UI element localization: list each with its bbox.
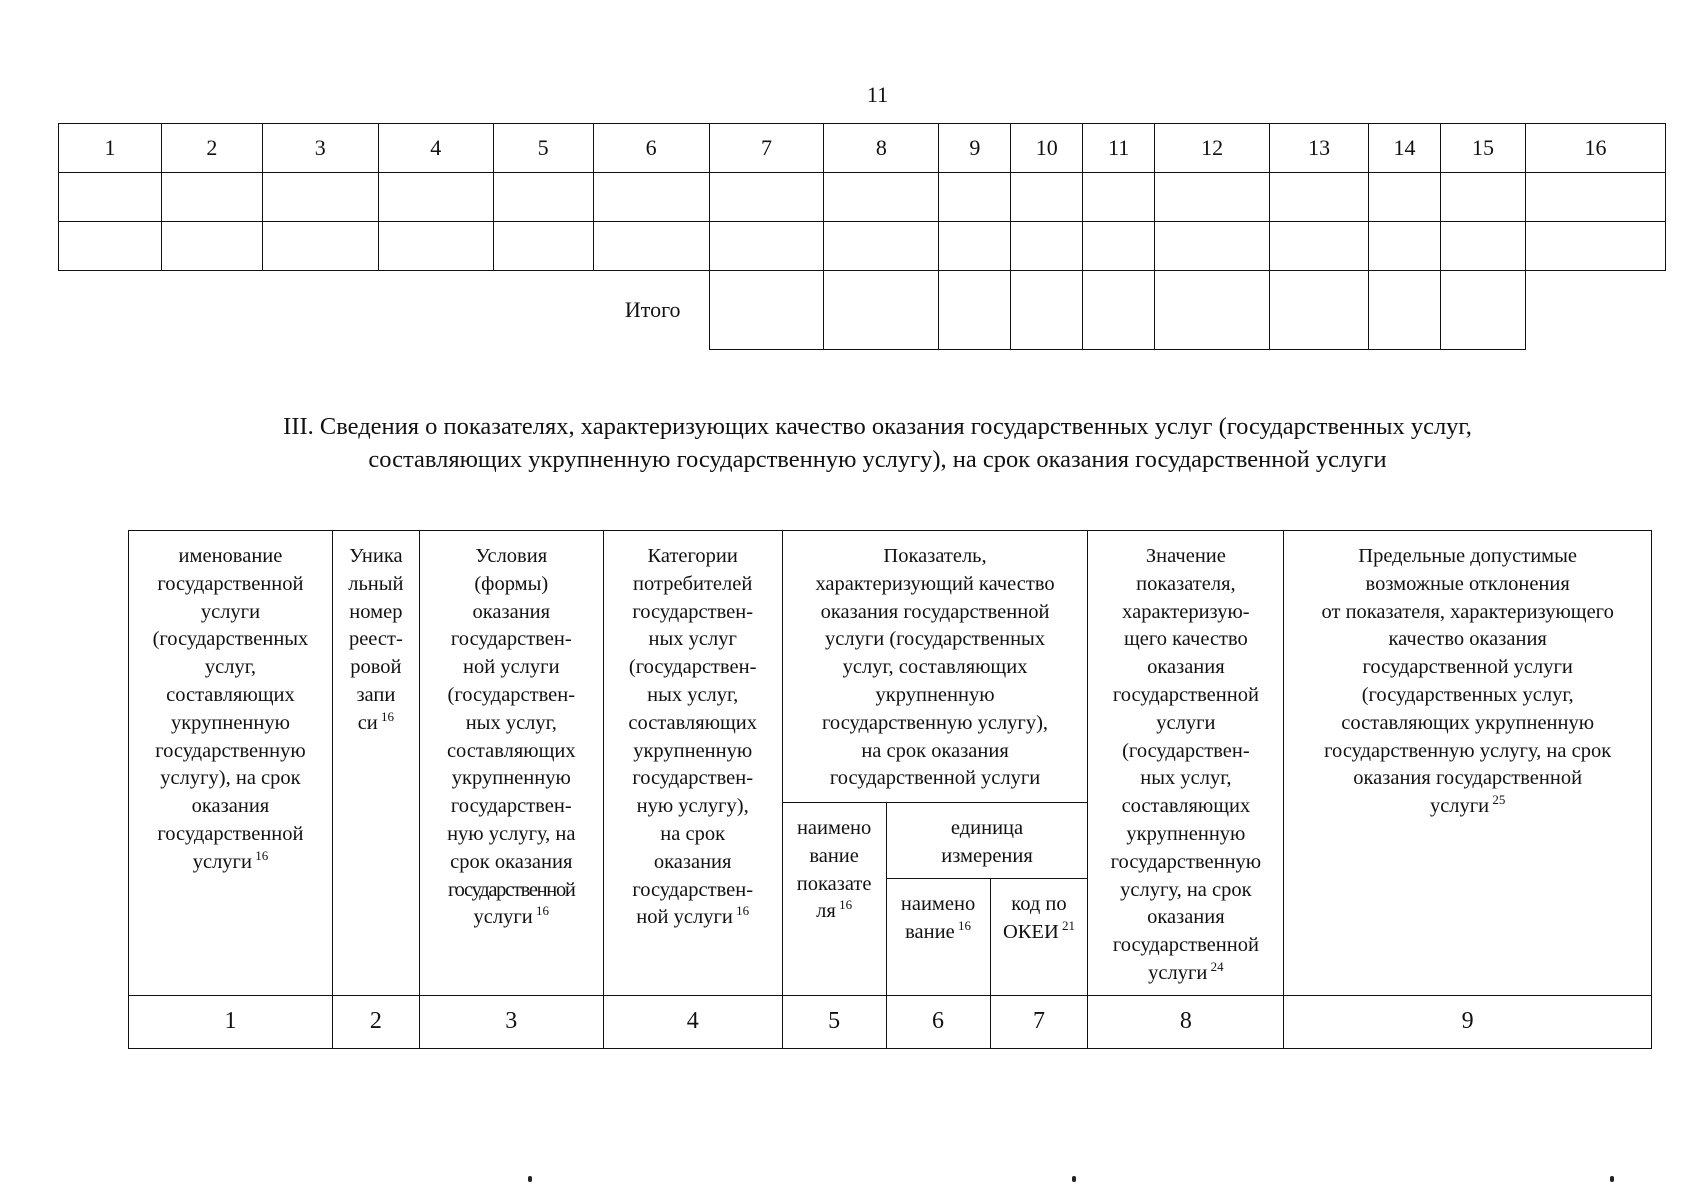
table-cell <box>1083 222 1155 271</box>
total-cell <box>1369 271 1441 350</box>
header-line: государственной <box>1112 934 1259 957</box>
header-line: ных услуг, <box>465 711 557 734</box>
header-line: услуги <box>1156 711 1216 734</box>
header-line: вание $^{16}$ <box>905 917 971 943</box>
header-line: оказания государственной <box>820 600 1050 623</box>
column-number-8: 8 <box>1088 996 1284 1049</box>
header-line: ных услуг, <box>1140 767 1232 790</box>
column-number-6: 6 <box>593 124 709 173</box>
column-number-5: 5 <box>493 124 593 173</box>
table-cell <box>1011 173 1083 222</box>
table-cell <box>709 222 824 271</box>
header-indicator-name <box>782 803 886 996</box>
header-line: возможные отклонения <box>1365 572 1570 595</box>
header-line: (государствен- <box>628 656 757 679</box>
quality-indicators-table <box>128 530 1652 1049</box>
header-line: льный <box>348 572 404 595</box>
header-line: характеризую- <box>1122 600 1250 623</box>
header-line: государственной <box>447 878 575 901</box>
header-line: государственной услуги <box>829 767 1041 790</box>
header-line: номер <box>349 600 403 623</box>
table-cell <box>1441 222 1526 271</box>
header-line: ных услуг <box>648 628 737 651</box>
header-line: единица <box>950 817 1024 839</box>
header-line: Уника <box>349 545 403 567</box>
header-line: укрупненную <box>451 767 571 790</box>
header-line: ную услугу, на <box>447 822 576 845</box>
footnote-ref: 21 <box>1058 917 1075 933</box>
footnote-ref: 16 <box>954 917 971 933</box>
total-cell <box>709 271 824 350</box>
header-line: услуги (государственных <box>825 628 1046 651</box>
header-line: потребителей <box>633 572 753 595</box>
header-line: составляющих укрупненную <box>1341 711 1595 734</box>
table-cell <box>1155 222 1270 271</box>
table-cell <box>262 222 378 271</box>
table-cell <box>378 222 493 271</box>
table-cell <box>1270 173 1369 222</box>
table-cell <box>1525 173 1665 222</box>
header-line: составляющих <box>628 711 758 734</box>
scan-mark <box>528 1176 532 1182</box>
column-number-1: 1 <box>129 996 333 1049</box>
header-okei-code <box>990 879 1088 996</box>
header-line: укрупненную <box>1126 822 1246 845</box>
header-line: оказания <box>653 850 732 873</box>
table-cell <box>378 173 493 222</box>
header-line: услуг, <box>204 656 256 679</box>
column-number-4: 4 <box>378 124 493 173</box>
column-number-7: 7 <box>709 124 824 173</box>
header-service-conditions <box>419 531 603 996</box>
header-line: услуги $^{16}$ <box>192 847 269 873</box>
column-number-1: 1 <box>59 124 162 173</box>
column-number-3: 3 <box>419 996 603 1049</box>
header-line: наимено <box>900 893 976 915</box>
section-title <box>0 410 1695 476</box>
header-line: государственной услуги <box>1362 656 1573 679</box>
page-number: 11 <box>866 82 889 107</box>
footnote-ref: 16 <box>835 897 853 913</box>
table-cell <box>1369 173 1441 222</box>
table-row <box>59 173 1666 222</box>
header-line: услуги $^{25}$ <box>1429 792 1506 818</box>
header-line: государственной <box>1112 683 1259 706</box>
table-cell <box>493 173 593 222</box>
continuation-table <box>58 123 1666 350</box>
total-cell <box>1011 271 1083 350</box>
table-cell <box>709 173 824 222</box>
header-line: си $^{16}$ <box>357 708 395 734</box>
header-consumer-categories <box>603 531 782 996</box>
footnote-ref: 16 <box>732 903 750 919</box>
header-line: (государственных <box>152 628 309 651</box>
column-number-7: 7 <box>990 996 1088 1049</box>
header-line: (государствен- <box>447 683 576 706</box>
column-number-12: 12 <box>1155 124 1270 173</box>
header-line: щего качество <box>1123 628 1248 651</box>
column-number-14: 14 <box>1369 124 1441 173</box>
scan-mark <box>1610 1176 1614 1182</box>
table-cell <box>59 222 162 271</box>
header-quality-indicator <box>782 531 1088 803</box>
header-line: услугу, на срок <box>1120 878 1252 901</box>
column-number-15: 15 <box>1441 124 1526 173</box>
header-line: от показателя, характеризующего <box>1321 600 1614 623</box>
scan-mark <box>1072 1176 1076 1182</box>
table-cell <box>262 173 378 222</box>
header-line: государственную услугу), <box>822 711 1049 734</box>
header-line: оказания <box>1147 906 1225 929</box>
column-number-11: 11 <box>1083 124 1155 173</box>
header-line: государственной <box>157 572 304 595</box>
header-line: оказания <box>1147 656 1225 679</box>
header-registry-number <box>332 531 419 996</box>
header-line: оказания <box>191 795 270 818</box>
header-unit-name <box>886 879 990 996</box>
column-number-9: 9 <box>939 124 1011 173</box>
header-line: ных услуг, <box>647 683 739 706</box>
footnote-ref: 16 <box>377 708 395 724</box>
table-cell <box>1369 222 1441 271</box>
table-cell <box>1525 222 1665 271</box>
total-cell <box>824 271 939 350</box>
header-line: измерения <box>941 844 1033 867</box>
column-number-2: 2 <box>161 124 262 173</box>
header-line: оказания государственной <box>1353 767 1583 790</box>
footnote-ref: 16 <box>532 903 550 919</box>
table-cell <box>161 222 262 271</box>
table-cell <box>593 222 709 271</box>
header-line: государствен- <box>632 878 754 901</box>
table-cell <box>939 222 1011 271</box>
header-line: услуги <box>200 600 261 623</box>
column-number-13: 13 <box>1270 124 1369 173</box>
column-number-16: 16 <box>1525 124 1665 173</box>
header-line: ля $^{16}$ <box>816 897 853 923</box>
column-number-row <box>129 996 1652 1049</box>
table-cell <box>1083 173 1155 222</box>
column-number-9: 9 <box>1284 996 1652 1049</box>
header-line: качество оказания <box>1388 628 1547 651</box>
header-line: государствен- <box>450 628 572 651</box>
column-number-6: 6 <box>886 996 990 1049</box>
column-number-10: 10 <box>1011 124 1083 173</box>
header-line: характеризующий качество <box>815 572 1055 595</box>
header-line: государствен- <box>632 767 754 790</box>
table-cell <box>593 173 709 222</box>
column-number-4: 4 <box>603 996 782 1049</box>
header-line: ной услуги $^{16}$ <box>636 903 750 929</box>
total-cell <box>939 271 1011 350</box>
header-line: вание <box>809 844 859 867</box>
header-line: запи <box>356 683 396 706</box>
header-line: услуг, составляющих <box>842 656 1028 679</box>
column-number-row <box>59 124 1666 173</box>
total-cell <box>1155 271 1270 350</box>
header-line: государственную <box>155 739 306 762</box>
header-unit-of-measure <box>886 803 1088 879</box>
header-line: укрупненную <box>633 739 753 762</box>
header-line: государственную <box>1110 850 1262 873</box>
total-row <box>59 271 1666 350</box>
footnote-ref: 16 <box>251 847 269 863</box>
header-line: показателя, <box>1136 572 1236 595</box>
header-line: срок оказания <box>450 850 573 873</box>
header-line: ровой <box>350 656 402 679</box>
header-line: услуги $^{16}$ <box>473 903 550 929</box>
header-indicator-value <box>1088 531 1284 996</box>
table-cell <box>1441 173 1526 222</box>
footnote-ref: 25 <box>1489 792 1506 808</box>
section-title-line-1: III. Сведения о показателях, характеризующих качество оказания государственных услуг (государственных услуг, <box>283 413 1472 440</box>
header-line: государственную услугу, на срок <box>1324 739 1612 762</box>
header-line: составляющих <box>166 683 295 706</box>
header-line: составляющих <box>1121 795 1251 818</box>
total-cell <box>1083 271 1155 350</box>
header-line: ОКЕИ $^{21}$ <box>1002 917 1075 943</box>
total-cell <box>1270 271 1369 350</box>
header-line: Условия <box>475 545 548 567</box>
footnote-ref: 24 <box>1207 958 1224 974</box>
header-service-name <box>129 531 333 996</box>
total-cell <box>1441 271 1526 350</box>
header-line: Категории <box>647 545 738 567</box>
header-line: реест- <box>348 628 403 651</box>
table-cell <box>1155 173 1270 222</box>
table-cell <box>1270 222 1369 271</box>
header-line: на срок оказания <box>861 739 1009 762</box>
header-line: услугу), на срок <box>160 767 301 790</box>
header-line: на срок <box>660 822 726 845</box>
header-line: укрупненную <box>875 683 995 706</box>
header-line: услуги $^{24}$ <box>1148 958 1224 984</box>
header-line: ной услуги <box>463 656 560 679</box>
header-line: оказания <box>472 600 551 623</box>
table-row <box>59 222 1666 271</box>
column-number-5: 5 <box>782 996 886 1049</box>
header-line: составляющих <box>446 739 576 762</box>
header-allowed-deviations <box>1284 531 1652 996</box>
table-cell <box>1011 222 1083 271</box>
header-line: Показатель, <box>883 545 987 567</box>
table-cell <box>824 222 939 271</box>
header-line: Значение <box>1145 545 1226 567</box>
header-line: (государствен- <box>1122 739 1250 762</box>
header-line: государствен- <box>450 795 572 818</box>
header-line: (формы) <box>474 572 549 595</box>
table-cell <box>161 173 262 222</box>
header-line: Предельные допустимые <box>1358 545 1578 567</box>
header-line: показате <box>796 872 872 895</box>
section-title-line-2: составляющих укрупненную государственную услугу), на срок оказания государственной услуги <box>368 446 1387 473</box>
header-line: укрупненную <box>170 711 290 734</box>
table-cell <box>824 173 939 222</box>
column-number-8: 8 <box>824 124 939 173</box>
table-cell <box>939 173 1011 222</box>
total-label: Итого <box>624 297 681 323</box>
column-number-3: 3 <box>262 124 378 173</box>
header-line: ную услугу), <box>636 795 749 818</box>
header-line: наимено <box>796 817 872 839</box>
header-line: именование <box>178 545 283 567</box>
column-number-2: 2 <box>332 996 419 1049</box>
header-line: (государственных услуг, <box>1361 683 1574 706</box>
table-cell <box>59 173 162 222</box>
header-line: государствен- <box>632 600 754 623</box>
table-cell <box>493 222 593 271</box>
header-line: код по <box>1011 893 1067 915</box>
header-line: государственной <box>157 822 304 845</box>
